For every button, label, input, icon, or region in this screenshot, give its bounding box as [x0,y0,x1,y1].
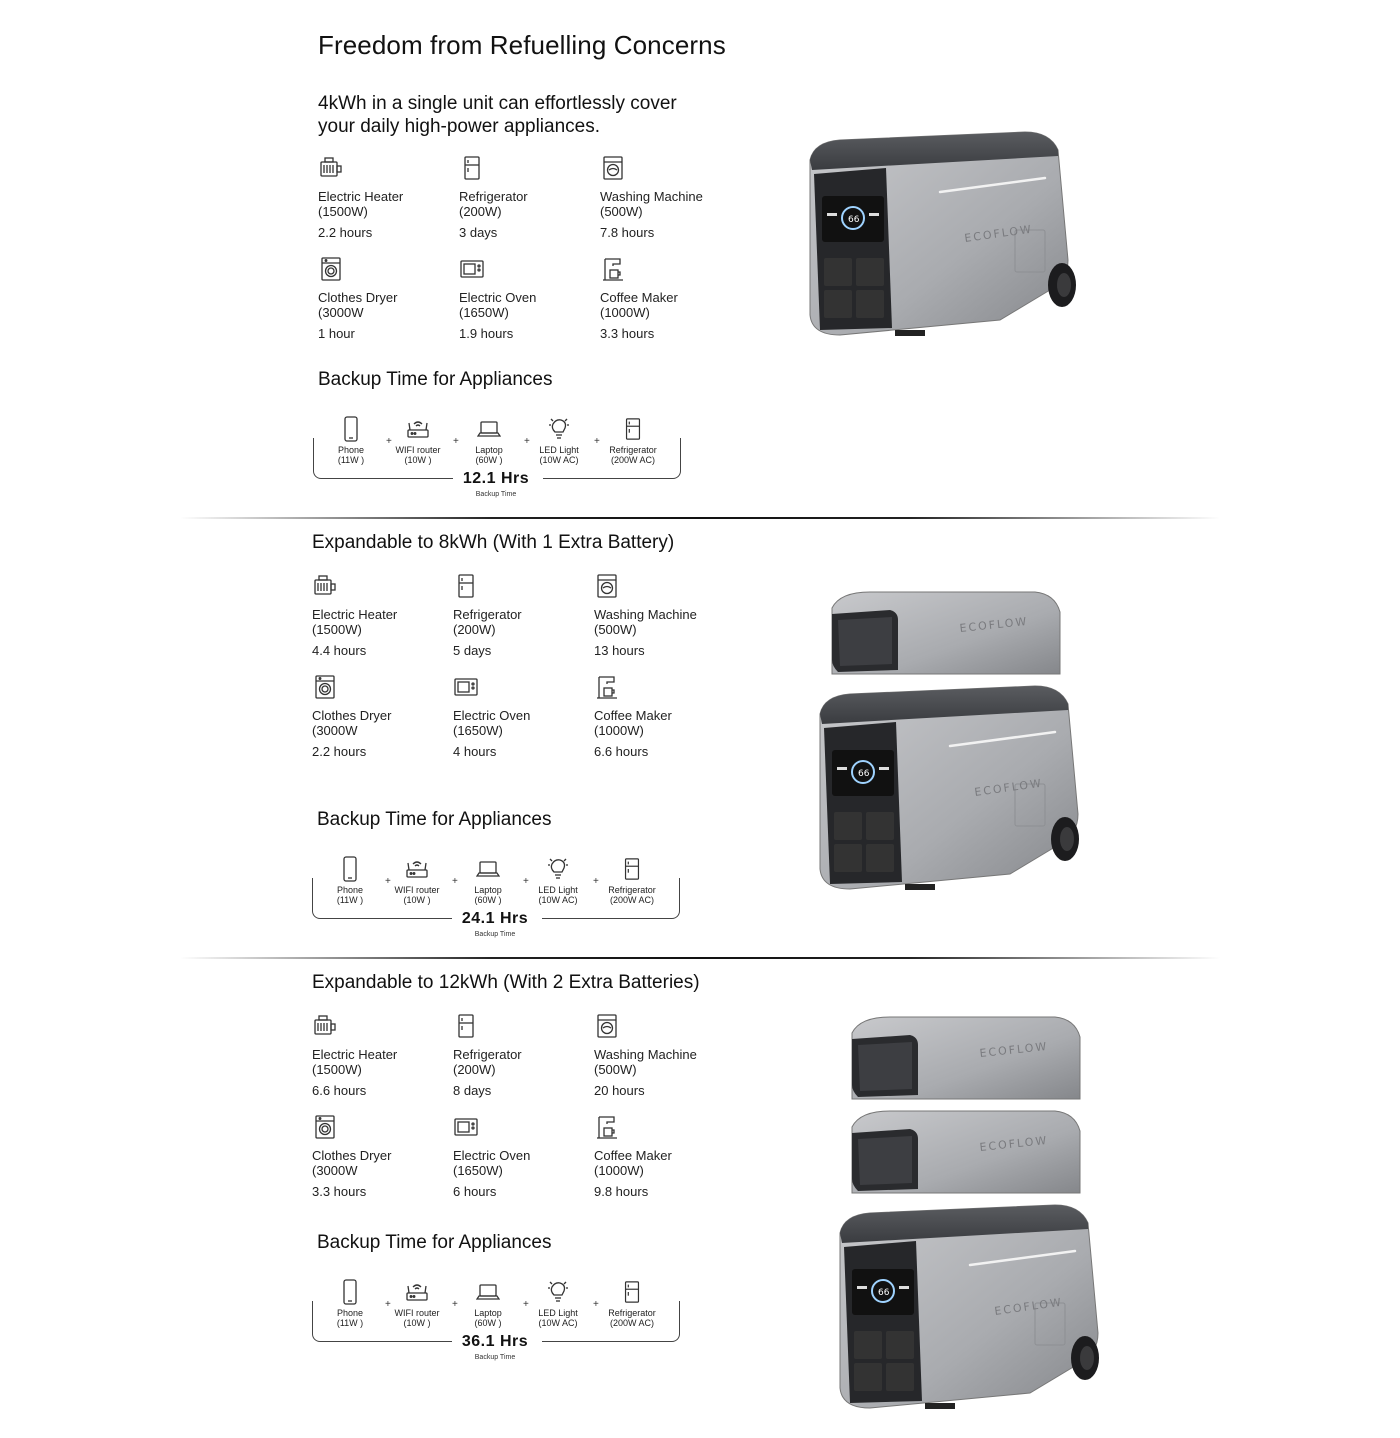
backup-hours: 36.1 Hrs [461,1333,529,1350]
device-name: LED Light [538,1308,578,1318]
device-name: Phone [337,445,365,455]
device-name: Laptop [474,885,502,895]
appliance-duration: 6.6 hours [594,744,649,759]
backup-device [386,416,450,465]
device-name: Refrigerator [608,885,656,895]
backup-diagram [313,416,683,526]
device-spec: (60W ) [474,1318,502,1328]
refrigerator-icon [453,1013,479,1039]
laptop-icon [477,416,501,442]
appliance-item [453,674,588,759]
appliance-duration: 8 days [453,1083,492,1098]
backup-device [601,416,665,465]
plus-sign: + [385,876,391,887]
plus-sign: + [385,1299,391,1310]
backup-device [385,856,449,905]
appliance-duration: 5 days [453,643,492,658]
backup-device [319,416,383,465]
appliance-item [459,256,594,341]
backup-device [457,416,521,465]
appliance-item [594,573,729,658]
appliance-item [453,1013,588,1098]
appliance-wattage: (3000W [318,305,364,320]
appliance-wattage: (1500W) [312,622,362,637]
coffee-maker-icon [600,256,626,282]
appliance-duration: 4.4 hours [312,643,367,658]
appliance-item [312,1013,447,1098]
subtitle-line-2: your daily high-power appliances. [318,116,600,137]
appliance-name: Electric Heater [312,607,398,622]
backup-device [456,856,520,905]
appliance-wattage: (500W) [594,622,637,637]
power-station-illustration [810,590,1100,919]
device-spec: (10W AC) [538,1318,578,1328]
appliance-duration: 7.8 hours [600,225,655,240]
appliance-item [600,155,735,240]
appliance-item [318,256,453,341]
coffee-maker-icon [594,1114,620,1140]
appliance-wattage: (3000W [312,723,358,738]
phone-icon [338,1279,362,1305]
appliance-item [594,1013,729,1098]
device-spec: (10W AC) [539,455,579,465]
laptop-icon [476,1279,500,1305]
router-icon [406,416,430,442]
extra-battery [852,1111,1080,1193]
section-divider [180,957,1220,959]
device-spec: (200W AC) [609,1318,654,1328]
appliance-wattage: (1000W) [600,305,650,320]
appliance-item [594,1114,729,1199]
appliance-duration: 20 hours [594,1083,645,1098]
appliance-name: Electric Heater [312,1047,398,1062]
backup-device [526,856,590,905]
device-spec: (10W ) [403,1318,431,1328]
appliance-name: Washing Machine [600,189,703,204]
main-unit [820,686,1079,890]
plus-sign: + [452,876,458,887]
page-title: Freedom from Refuelling Concerns [318,30,726,60]
appliance-duration: 1 hour [318,326,355,341]
backup-device [318,856,382,905]
device-spec: (200W AC) [609,895,654,905]
backup-device [385,1279,449,1328]
backup-diagram [312,856,682,966]
device-spec: (10W ) [403,895,431,905]
refrigerator-icon [459,155,485,181]
dryer-icon [312,674,338,700]
svg-text:66: 66 [878,1288,890,1298]
heater-icon [312,1013,338,1039]
phone-icon [338,856,362,882]
appliance-item [594,674,729,759]
svg-text:66: 66 [858,769,870,779]
appliance-wattage: (1000W) [594,723,644,738]
appliance-name: Refrigerator [453,607,522,622]
device-spec: (10W AC) [538,895,578,905]
backup-diagram [312,1279,682,1389]
appliance-name: Electric Oven [453,1148,531,1163]
backup-time-label: Backup Time [474,1354,516,1361]
device-spec: (200W AC) [610,455,655,465]
plus-sign: + [594,436,600,447]
device-spec: (10W ) [404,455,432,465]
appliance-duration: 2.2 hours [318,225,373,240]
appliance-item [600,256,735,341]
backup-heading: Backup Time for Appliances [318,369,553,390]
appliance-duration: 3 days [459,225,498,240]
appliance-duration: 13 hours [594,643,645,658]
router-icon [405,1279,429,1305]
plus-sign: + [386,436,392,447]
plus-sign: + [523,876,529,887]
appliance-item [318,155,453,240]
backup-device [526,1279,590,1328]
appliance-name: Refrigerator [453,1047,522,1062]
device-name: Laptop [474,1308,502,1318]
appliance-wattage: (1500W) [318,204,368,219]
light-bulb-icon [546,856,570,882]
device-name: Phone [336,1308,364,1318]
oven-icon [453,674,479,700]
section-divider [180,517,1220,519]
svg-text:ECOFLOW: ECOFLOW [973,776,1044,799]
appliance-item [312,573,447,658]
power-station-illustration [830,1015,1120,1438]
appliance-name: Electric Oven [453,708,531,723]
appliance-duration: 6.6 hours [312,1083,367,1098]
backup-time-label: Backup Time [474,931,516,938]
dryer-icon [312,1114,338,1140]
device-name: LED Light [539,445,579,455]
appliance-duration: 9.8 hours [594,1184,649,1199]
appliance-item [312,1114,447,1199]
main-unit [810,132,1076,336]
appliance-wattage: (3000W [312,1163,358,1178]
phone-icon [339,416,363,442]
appliance-duration: 2.2 hours [312,744,367,759]
laptop-icon [476,856,500,882]
heater-icon [312,573,338,599]
light-bulb-icon [546,1279,570,1305]
backup-hours: 24.1 Hrs [461,910,529,927]
appliance-item [312,674,447,759]
plus-sign: + [593,1299,599,1310]
extra-battery [852,1017,1080,1099]
coffee-maker-icon [594,674,620,700]
oven-icon [453,1114,479,1140]
appliance-name: Washing Machine [594,1047,697,1062]
device-name: WIFI router [395,445,441,455]
appliance-name: Electric Oven [459,290,537,305]
svg-text:ECOFLOW: ECOFLOW [978,1039,1049,1060]
appliance-name: Clothes Dryer [312,1148,392,1163]
device-name: Phone [336,885,364,895]
appliance-item [453,1114,588,1199]
backup-time-label: Backup Time [475,491,517,498]
extra-battery [832,592,1060,674]
backup-device [456,1279,520,1328]
device-name: WIFI router [394,885,440,895]
plus-sign: + [452,1299,458,1310]
appliance-duration: 1.9 hours [459,326,514,341]
appliance-wattage: (200W) [453,1062,496,1077]
appliance-name: Coffee Maker [594,708,672,723]
device-spec: (60W ) [474,895,502,905]
device-spec: (11W ) [336,895,364,905]
plus-sign: + [453,436,459,447]
appliance-duration: 3.3 hours [312,1184,367,1199]
appliance-item [459,155,594,240]
appliance-name: Clothes Dryer [318,290,398,305]
refrigerator-icon [453,573,479,599]
appliance-name: Clothes Dryer [312,708,392,723]
power-station-illustration [800,130,1090,365]
svg-text:ECOFLOW: ECOFLOW [958,614,1029,635]
plus-sign: + [523,1299,529,1310]
device-name: Refrigerator [608,1308,656,1318]
svg-text:ECOFLOW: ECOFLOW [993,1295,1064,1318]
appliance-item [453,573,588,658]
device-name: LED Light [538,885,578,895]
appliance-name: Coffee Maker [600,290,678,305]
appliance-duration: 4 hours [453,744,497,759]
svg-text:66: 66 [848,215,860,225]
subtitle-line-1: 4kWh in a single unit can effortlessly cover [318,93,677,114]
washing-machine-icon [594,1013,620,1039]
section-heading: Expandable to 8kWh (With 1 Extra Battery) [312,532,675,553]
appliance-name: Coffee Maker [594,1148,672,1163]
section-heading: Expandable to 12kWh (With 2 Extra Batteries) [312,972,700,993]
backup-hours: 12.1 Hrs [462,470,530,487]
backup-heading: Backup Time for Appliances [317,1232,552,1253]
appliance-name: Washing Machine [594,607,697,622]
washing-machine-icon [600,155,626,181]
main-unit [840,1205,1099,1409]
appliance-wattage: (500W) [600,204,643,219]
plus-sign: + [593,876,599,887]
appliance-name: Electric Heater [318,189,404,204]
light-bulb-icon [547,416,571,442]
router-icon [405,856,429,882]
appliance-wattage: (1650W) [453,1163,503,1178]
device-name: WIFI router [394,1308,440,1318]
refrigerator-icon [621,416,645,442]
device-name: Refrigerator [609,445,657,455]
appliance-wattage: (200W) [459,204,502,219]
refrigerator-icon [620,856,644,882]
device-spec: (11W ) [336,1318,364,1328]
svg-text:ECOFLOW: ECOFLOW [978,1133,1049,1154]
dryer-icon [318,256,344,282]
device-spec: (60W ) [475,455,503,465]
svg-text:ECOFLOW: ECOFLOW [963,222,1034,245]
oven-icon [459,256,485,282]
appliance-wattage: (1000W) [594,1163,644,1178]
appliance-wattage: (1500W) [312,1062,362,1077]
appliance-duration: 6 hours [453,1184,497,1199]
refrigerator-icon [620,1279,644,1305]
appliance-name: Refrigerator [459,189,528,204]
appliance-wattage: (1650W) [459,305,509,320]
backup-heading: Backup Time for Appliances [317,809,552,830]
device-spec: (11W ) [337,455,365,465]
appliance-wattage: (200W) [453,622,496,637]
appliance-wattage: (500W) [594,1062,637,1077]
heater-icon [318,155,344,181]
appliance-wattage: (1650W) [453,723,503,738]
backup-device [527,416,591,465]
plus-sign: + [524,436,530,447]
backup-device [318,1279,382,1328]
appliance-duration: 3.3 hours [600,326,655,341]
backup-device [600,856,664,905]
washing-machine-icon [594,573,620,599]
backup-device [600,1279,664,1328]
device-name: Laptop [475,445,503,455]
